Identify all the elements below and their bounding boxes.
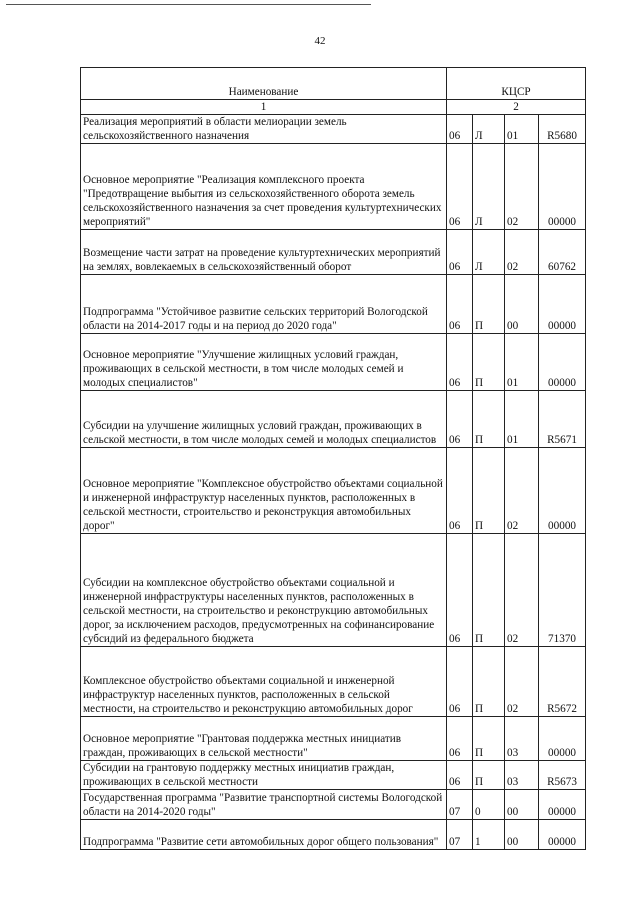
code-part-2: П xyxy=(473,334,505,391)
row-name: Субсидии на комплексное обустройство объектами социальной и инженерной инфраструктуры населенных пунктов, расположенных в сельской местности, на строительство и реконструкцию автомобильных дорог, за исключением расходов, предусмотренных на софинансирование субсидий из федерального бюджета xyxy=(81,534,447,647)
code-part-1: 07 xyxy=(447,790,473,820)
code-part-3: 02 xyxy=(505,230,539,275)
table-row xyxy=(81,761,586,790)
code-part-3: 03 xyxy=(505,761,539,790)
row-name: Основное мероприятие "Грантовая поддержка местных инициатив граждан, проживающих в сельской местности" xyxy=(81,717,447,761)
row-name: Основное мероприятие "Комплексное обустройство объектами социальной и инженерной инфраструктур населенных пунктов, расположенных в сельской местности, строительство и реконструкция автомобильных дорог" xyxy=(81,448,447,534)
table-row xyxy=(81,144,586,230)
code-part-4: 60762 xyxy=(539,230,586,275)
table-row xyxy=(81,647,586,717)
code-part-3: 03 xyxy=(505,717,539,761)
code-part-4: 00000 xyxy=(539,790,586,820)
code-part-1: 06 xyxy=(447,717,473,761)
code-part-3: 02 xyxy=(505,448,539,534)
code-part-2: П xyxy=(473,534,505,647)
code-part-1: 06 xyxy=(447,761,473,790)
row-name: Субсидии на грантовую поддержку местных инициатив граждан, проживающих в сельской местности xyxy=(81,761,447,790)
code-part-1: 06 xyxy=(447,230,473,275)
row-name: Основное мероприятие "Реализация комплексного проекта "Предотвращение выбытия из сельскохозяйственного оборота земель сельскохозяйственного назначения за счет проведения культуртехнических мероприятий" xyxy=(81,144,447,230)
code-part-4: R5680 xyxy=(539,115,586,144)
code-part-4: 00000 xyxy=(539,717,586,761)
code-part-4: R5673 xyxy=(539,761,586,790)
code-part-4: 00000 xyxy=(539,275,586,334)
code-part-2: П xyxy=(473,647,505,717)
code-part-1: 06 xyxy=(447,647,473,717)
code-part-1: 07 xyxy=(447,820,473,850)
header-name: Наименование xyxy=(81,68,447,100)
table-row xyxy=(81,115,586,144)
code-part-3: 01 xyxy=(505,334,539,391)
table-row xyxy=(81,717,586,761)
code-part-3: 00 xyxy=(505,790,539,820)
code-part-4: 00000 xyxy=(539,334,586,391)
code-part-1: 06 xyxy=(447,275,473,334)
table-row xyxy=(81,448,586,534)
code-part-1: 06 xyxy=(447,144,473,230)
code-part-4: 71370 xyxy=(539,534,586,647)
code-part-2: 1 xyxy=(473,820,505,850)
code-part-2: П xyxy=(473,761,505,790)
row-name: Подпрограмма "Устойчивое развитие сельских территорий Вологодской области на 2014-2017 годы и на период до 2020 года" xyxy=(81,275,447,334)
code-part-3: 01 xyxy=(505,391,539,448)
row-name: Субсидии на улучшение жилищных условий граждан, проживающих в сельской местности, в том числе молодых семей и молодых специалистов xyxy=(81,391,447,448)
column-number-1: 1 xyxy=(81,100,447,115)
code-part-1: 06 xyxy=(447,334,473,391)
row-name: Реализация мероприятий в области мелиорации земель сельскохозяйственного назначения xyxy=(81,115,447,144)
kcsr-table xyxy=(80,67,586,850)
code-part-1: 06 xyxy=(447,391,473,448)
code-part-3: 02 xyxy=(505,647,539,717)
table-row xyxy=(81,820,586,850)
code-part-4: R5672 xyxy=(539,647,586,717)
code-part-1: 06 xyxy=(447,115,473,144)
code-part-3: 02 xyxy=(505,144,539,230)
code-part-2: Л xyxy=(473,144,505,230)
code-part-2: П xyxy=(473,275,505,334)
table-row xyxy=(81,391,586,448)
code-part-1: 06 xyxy=(447,448,473,534)
table-row xyxy=(81,275,586,334)
table-row xyxy=(81,534,586,647)
row-name: Основное мероприятие "Улучшение жилищных условий граждан, проживающих в сельской местности, в том числе молодых семей и молодых специалистов" xyxy=(81,334,447,391)
code-part-4: 00000 xyxy=(539,448,586,534)
code-part-2: Л xyxy=(473,115,505,144)
code-part-2: П xyxy=(473,717,505,761)
top-rule xyxy=(6,4,371,5)
code-part-2: П xyxy=(473,448,505,534)
code-part-4: R5671 xyxy=(539,391,586,448)
column-number-2: 2 xyxy=(447,100,586,115)
row-name: Государственная программа "Развитие транспортной системы Вологодской области на 2014-2020 годы" xyxy=(81,790,447,820)
page-number: 42 xyxy=(314,35,326,47)
table-row xyxy=(81,334,586,391)
code-part-2: П xyxy=(473,391,505,448)
code-part-3: 00 xyxy=(505,275,539,334)
code-part-2: 0 xyxy=(473,790,505,820)
row-name: Комплексное обустройство объектами социальной и инженерной инфраструктур населенных пунктов, расположенных в сельской местности, на строительство и реконструкцию автомобильных дорог xyxy=(81,647,447,717)
code-part-1: 06 xyxy=(447,534,473,647)
code-part-3: 02 xyxy=(505,534,539,647)
header-code: КЦСР xyxy=(447,68,586,100)
code-part-4: 00000 xyxy=(539,820,586,850)
header-row xyxy=(81,68,586,100)
code-part-3: 00 xyxy=(505,820,539,850)
column-number-row xyxy=(81,100,586,115)
code-part-3: 01 xyxy=(505,115,539,144)
table-row xyxy=(81,230,586,275)
row-name: Подпрограмма "Развитие сети автомобильных дорог общего пользования" xyxy=(81,820,447,850)
table-row xyxy=(81,790,586,820)
row-name: Возмещение части затрат на проведение культуртехнических мероприятий на землях, вовлекаемых в сельскохозяйственный оборот xyxy=(81,230,447,275)
code-part-2: Л xyxy=(473,230,505,275)
code-part-4: 00000 xyxy=(539,144,586,230)
